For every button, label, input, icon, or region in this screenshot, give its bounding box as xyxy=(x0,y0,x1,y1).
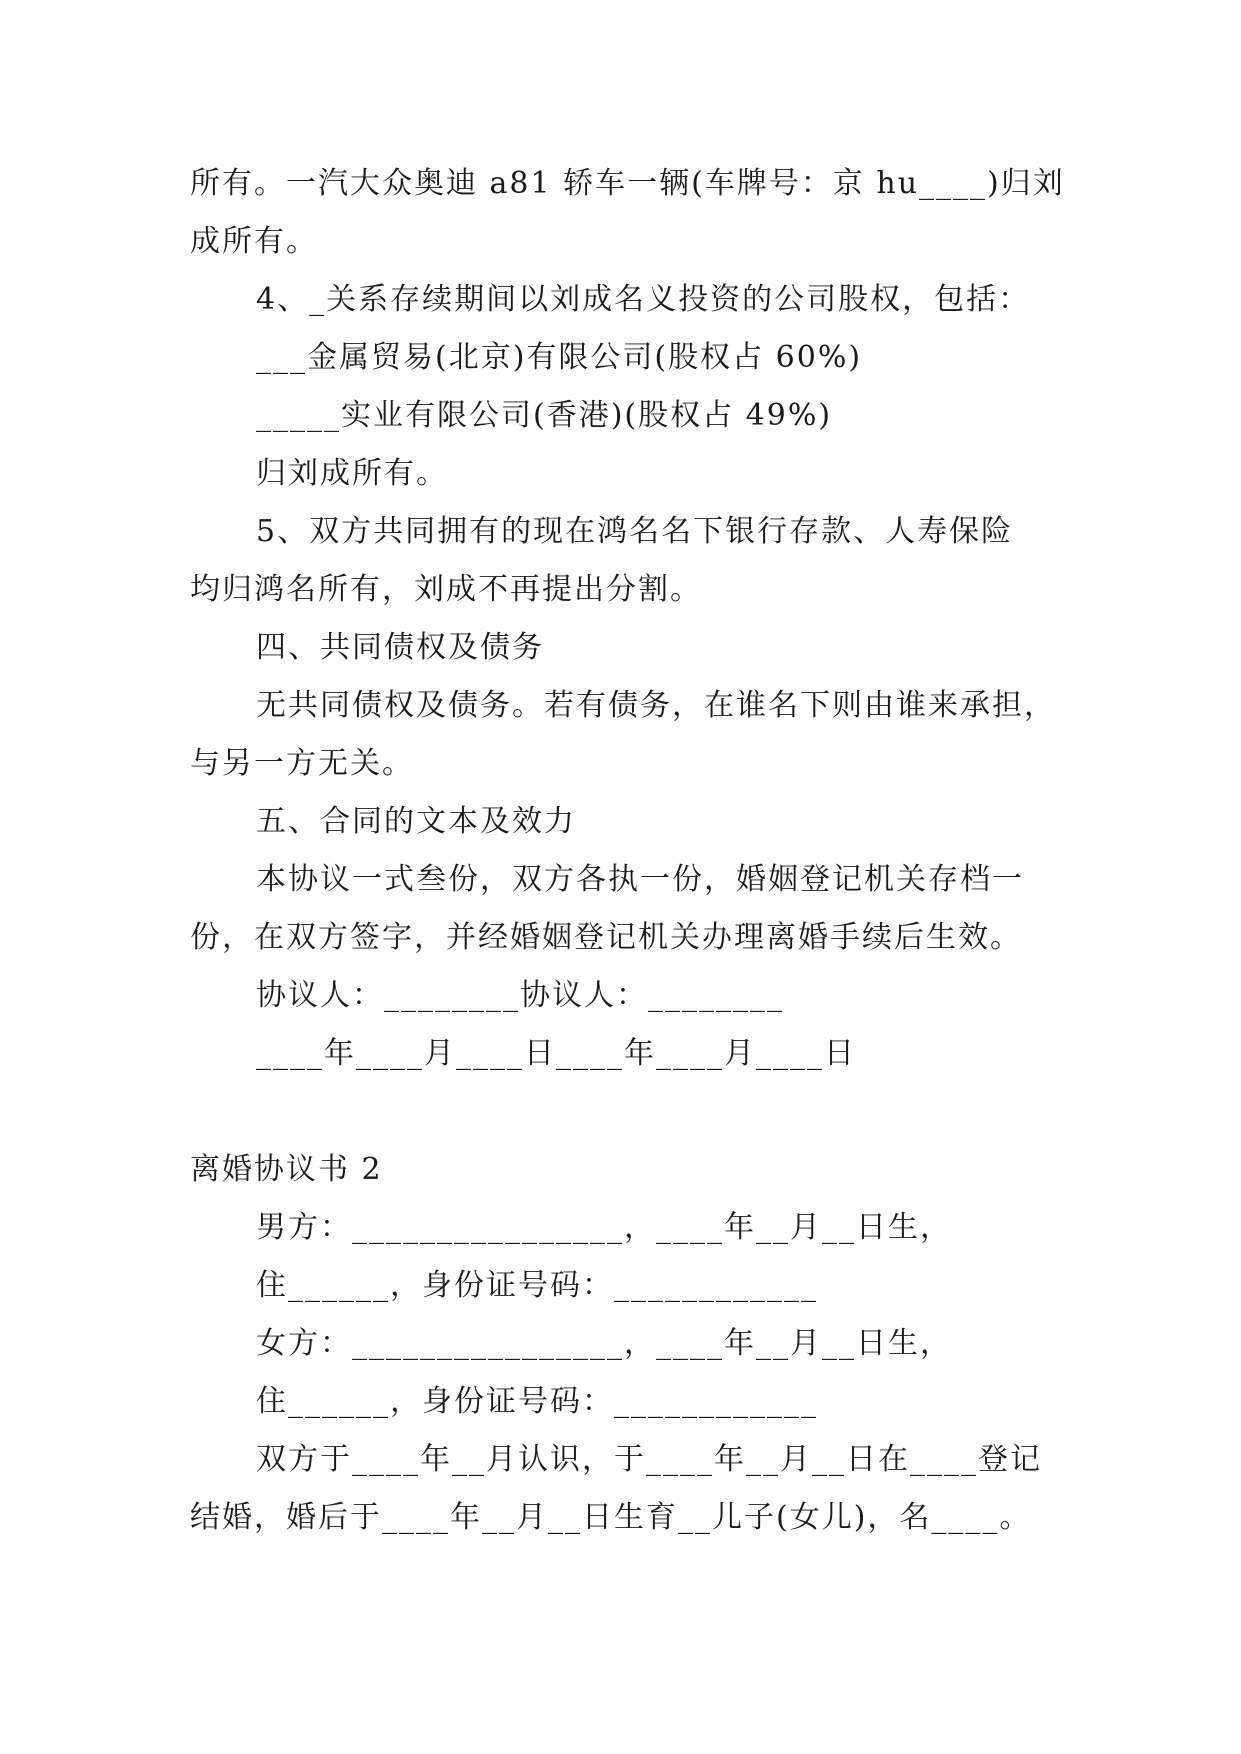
paragraph-line: 住______，身份证号码：____________ xyxy=(256,1384,818,1419)
paragraph-line: 与另一方无关。 xyxy=(190,746,414,781)
section-heading: 四、共同债权及债务 xyxy=(256,630,544,665)
signature-line: 协议人：________协议人：________ xyxy=(256,978,784,1013)
paragraph-line: 男方：________________，____年__月__日生， xyxy=(256,1210,952,1245)
paragraph-line: ___金属贸易(北京)有限公司(股权占 60%) xyxy=(256,340,863,375)
paragraph-line: _____实业有限公司(香港)(股权占 49%) xyxy=(256,398,833,433)
paragraph-line: 双方于____年__月认识，于____年__月__日在____登记 xyxy=(256,1442,1042,1477)
paragraph-line: 4、_关系存续期间以刘成名义投资的公司股权，包括： xyxy=(256,282,1031,317)
paragraph-line: 住______，身份证号码：____________ xyxy=(256,1268,818,1303)
document-title: 离婚协议书 2 xyxy=(190,1152,383,1187)
paragraph-line: 份，在双方签字，并经婚姻登记机关办理离婚手续后生效。 xyxy=(190,920,1022,955)
paragraph-line: 归刘成所有。 xyxy=(256,456,448,491)
paragraph-line: 均归鸿名所有，刘成不再提出分割。 xyxy=(190,572,702,607)
paragraph-line: 5、双方共同拥有的现在鸿名名下银行存款、人寿保险 xyxy=(256,514,1014,549)
section-heading: 五、合同的文本及效力 xyxy=(256,804,576,839)
paragraph-line: 成所有。 xyxy=(190,224,318,259)
date-line: ____年____月____日____年____月____日 xyxy=(256,1036,856,1071)
paragraph-line: 无共同债权及债务。若有债务，在谁名下则由谁来承担， xyxy=(256,688,1056,723)
paragraph-line: 所有。一汽大众奥迪 a81 轿车一辆(车牌号：京 hu____)归刘 xyxy=(190,166,1065,201)
paragraph-line: 女方：________________，____年__月__日生， xyxy=(256,1326,952,1361)
paragraph-line: 本协议一式叁份，双方各执一份，婚姻登记机关存档一 xyxy=(256,862,1024,897)
paragraph-line: 结婚，婚后于____年__月__日生育__儿子(女儿)，名____。 xyxy=(190,1500,1032,1535)
